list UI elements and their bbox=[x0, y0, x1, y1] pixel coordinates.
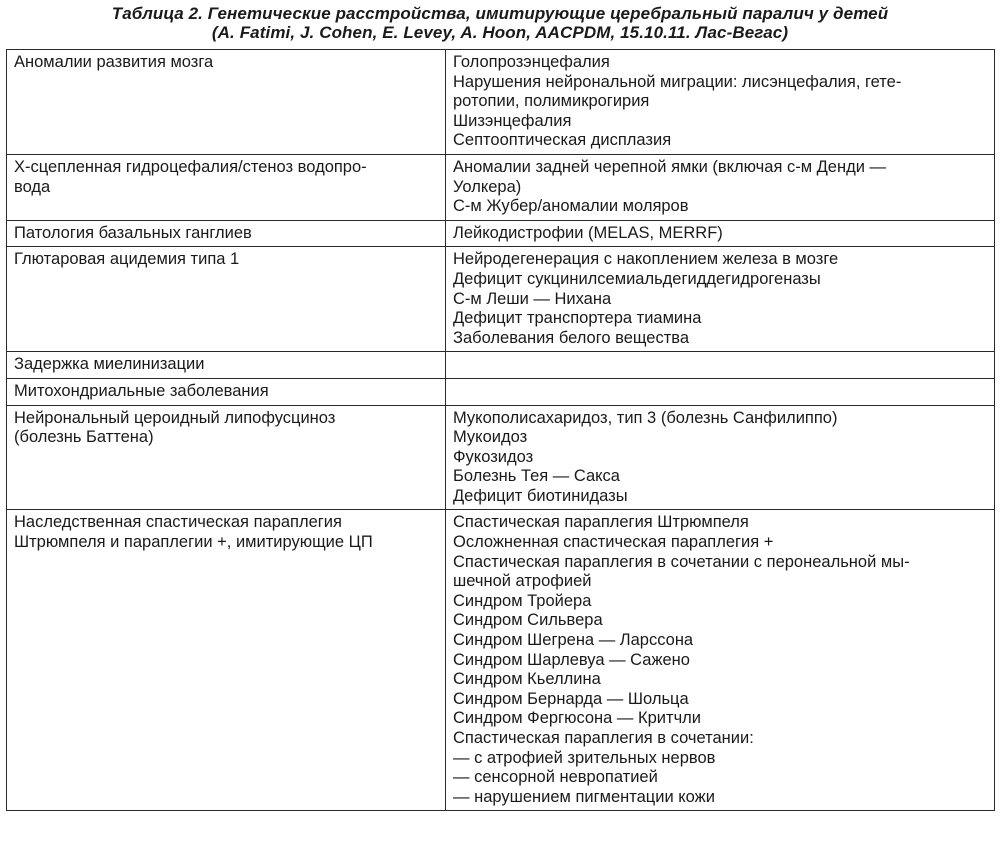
mimic-disorder-line: Синдром Шегрена — Ларссона bbox=[453, 631, 694, 650]
mimic-disorders-cell bbox=[446, 154, 995, 220]
table-caption bbox=[0, 0, 1000, 42]
condition-text-line: вода bbox=[14, 177, 51, 196]
condition-cell bbox=[7, 510, 446, 811]
table-row bbox=[7, 220, 995, 247]
condition-text-line: (болезнь Баттена) bbox=[14, 428, 154, 447]
mimic-disorder-line: Болезнь Тея — Сакса bbox=[453, 467, 620, 486]
condition-text-line: Нейрональный цероидный липофусциноз bbox=[14, 408, 336, 427]
mimic-disorder-line: Уолкера) bbox=[453, 177, 522, 196]
mimic-disorder-line: Дефицит сукцинилсемиальдегиддегидрогеназы bbox=[453, 269, 821, 288]
condition-cell bbox=[7, 220, 446, 247]
condition-text-line: Глютаровая ацидемия типа 1 bbox=[14, 250, 240, 269]
condition-text-line: Патология базальных ганглиев bbox=[14, 223, 252, 242]
table-body bbox=[7, 50, 995, 811]
table-row bbox=[7, 510, 995, 811]
mimic-disorders-cell bbox=[446, 50, 995, 155]
condition-text-line: Аномалии развития мозга bbox=[14, 53, 214, 71]
mimic-disorder-line: ротопии, полимикрогирия bbox=[453, 92, 650, 111]
genetic-disorders-table bbox=[6, 49, 995, 811]
mimic-disorder-line: Синдром Бернарда — Шольца bbox=[453, 689, 689, 708]
table-row bbox=[7, 378, 995, 405]
condition-text-line: Наследственная спастическая параплегия bbox=[14, 513, 342, 532]
mimic-disorder-line: Синдром Тройера bbox=[453, 591, 592, 610]
condition-text-line: Задержка миелинизации bbox=[14, 355, 205, 374]
mimic-disorders-cell bbox=[446, 247, 995, 352]
mimic-disorder-line: Мукоидоз bbox=[453, 428, 528, 447]
mimic-disorder-line: Дефицит биотинидазы bbox=[453, 486, 628, 505]
condition-text-line: Штрюмпеля и параплегии +, имитирующие ЦП bbox=[14, 533, 373, 552]
mimic-disorder-line: Мукополисахаридоз, тип 3 (болезнь Санфилиппо) bbox=[453, 408, 838, 427]
table-row bbox=[7, 247, 995, 352]
caption-source: (A. Fatimi, J. Cohen, E. Levey, A. Hoon, AACPDM, 15.10.11. Лас-Вегас) bbox=[211, 23, 789, 42]
caption-title: Таблица 2. Генетические расстройства, имитирующие церебральный паралич у детей bbox=[111, 4, 889, 23]
table-row bbox=[7, 352, 995, 379]
mimic-disorder-line: Синдром Кьеллина bbox=[453, 670, 601, 689]
table-row bbox=[7, 154, 995, 220]
mimic-disorder-line: Септооптическая дисплазия bbox=[453, 131, 672, 150]
mimic-disorder-line: Нейродегенерация с накоплением железа в мозге bbox=[453, 250, 839, 269]
condition-text-line: Митохондриальные заболевания bbox=[14, 381, 269, 400]
table-row bbox=[7, 405, 995, 510]
mimic-disorder-line: Синдром Сильвера bbox=[453, 611, 603, 630]
mimic-disorders-cell bbox=[446, 510, 995, 811]
mimic-disorder-line: С-м Жубер/аномалии моляров bbox=[453, 197, 689, 216]
mimic-disorder-line: Лейкодистрофии (MELAS, MERRF) bbox=[453, 223, 723, 242]
condition-cell bbox=[7, 352, 446, 379]
table-row bbox=[7, 50, 995, 155]
mimic-disorders-cell bbox=[446, 220, 995, 247]
mimic-disorder-line: Заболевания белого вещества bbox=[453, 328, 690, 347]
mimic-disorders-cell bbox=[446, 352, 995, 379]
condition-text-line: Х-сцепленная гидроцефалия/стеноз водопро- bbox=[14, 157, 367, 176]
mimic-disorder-line: Нарушения нейрональной миграции: лисэнцефалия, гете- bbox=[453, 72, 902, 91]
condition-cell bbox=[7, 247, 446, 352]
mimic-disorder-line: Синдром Шарлевуа — Сажено bbox=[453, 650, 690, 669]
mimic-disorder-line: Дефицит транспортера тиамина bbox=[453, 309, 702, 328]
condition-cell bbox=[7, 378, 446, 405]
mimic-disorder-line: Спастическая параплегия Штрюмпеля bbox=[453, 513, 749, 532]
mimic-disorder-line: шечной атрофией bbox=[453, 572, 592, 591]
condition-cell bbox=[7, 405, 446, 510]
condition-cell bbox=[7, 154, 446, 220]
mimic-disorder-line: Аномалии задней черепной ямки (включая с-м Денди — bbox=[453, 157, 887, 176]
mimic-disorder-line: Спастическая параплегия в сочетании: bbox=[453, 729, 754, 747]
condition-cell bbox=[7, 50, 446, 155]
mimic-disorder-line: С-м Леши — Нихана bbox=[453, 289, 612, 308]
mimic-disorder-line: Спастическая параплегия в сочетании с перонеальной мы- bbox=[453, 552, 910, 571]
mimic-disorder-line: — сенсорной невропатией bbox=[453, 768, 658, 787]
mimic-disorder-line: Синдром Фергюсона — Критчли bbox=[453, 709, 702, 728]
mimic-disorders-cell bbox=[446, 378, 995, 405]
mimic-disorder-line: — с атрофией зрительных нервов bbox=[453, 748, 716, 767]
mimic-disorder-line: Фукозидоз bbox=[453, 447, 534, 466]
mimic-disorder-line: Голопрозэнцефалия bbox=[453, 53, 610, 71]
mimic-disorder-line: Осложненная спастическая параплегия + bbox=[453, 533, 774, 552]
mimic-disorder-line: — нарушением пигментации кожи bbox=[453, 787, 715, 806]
mimic-disorders-cell bbox=[446, 405, 995, 510]
mimic-disorder-line: Шизэнцефалия bbox=[453, 111, 572, 130]
